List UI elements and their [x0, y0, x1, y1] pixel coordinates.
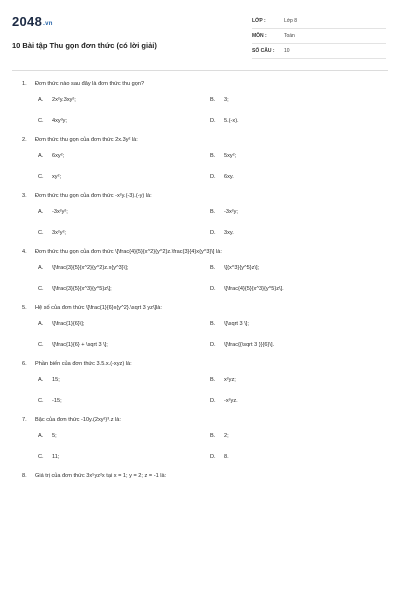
document-meta — [252, 14, 386, 59]
site-logo[interactable] — [12, 14, 53, 29]
question-item — [22, 192, 382, 237]
option-text: 5xy²; — [224, 153, 237, 159]
question-text: Phần biến của đơn thức 3.5.x.(-xyz) là: — [35, 361, 132, 367]
answer-options — [38, 208, 382, 237]
answer-option[interactable] — [210, 117, 382, 125]
question-number: 2. — [22, 137, 27, 143]
option-letter: A. — [38, 265, 44, 271]
option-letter: D. — [210, 230, 216, 236]
option-text: \[\frac{3}{5}{x^2}{y^2}z.x{y^3}\]; — [52, 265, 129, 271]
meta-key: SỐ CÂU : — [252, 48, 275, 54]
logo-suffix-text: .vn — [43, 21, 53, 27]
question-text: Đơn thức thu gọn của đơn thức 2x.3y² là: — [35, 137, 138, 143]
answer-options — [38, 152, 382, 181]
option-text: \[\sqrt 3 \]; — [224, 321, 249, 327]
option-text: -3x²y²; — [52, 209, 68, 215]
question-number: 8. — [22, 473, 27, 479]
answer-options — [38, 96, 382, 125]
question-text: Đơn thức nào sau đây là đơn thức thu gọn? — [35, 81, 145, 87]
option-text: 5; — [52, 433, 57, 439]
question-item — [22, 248, 382, 293]
document-title: 10 Bài tập Thu gọn đơn thức (có lời giải) — [12, 41, 157, 50]
option-letter: D. — [210, 398, 216, 404]
answer-options — [38, 376, 382, 405]
question-list — [22, 80, 382, 491]
answer-option[interactable] — [38, 264, 210, 272]
option-text: 5.(-x). — [224, 118, 239, 124]
question-number: 4. — [22, 249, 27, 255]
document-header — [12, 8, 388, 64]
option-letter: C. — [38, 286, 44, 292]
answer-option[interactable] — [210, 376, 382, 384]
question-item — [22, 136, 382, 181]
question-text: Đơn thức thu gọn của đơn thức \[\frac{4}{5}{x^2}{y^2}z.\frac{3}{4}x{y^3}\] là: — [35, 249, 222, 255]
answer-option[interactable] — [210, 173, 382, 181]
answer-option[interactable] — [210, 320, 382, 328]
option-text: -3x²y; — [224, 209, 238, 215]
answer-option[interactable] — [210, 208, 382, 216]
option-letter: A. — [38, 377, 44, 383]
meta-row-class — [252, 14, 386, 29]
option-letter: B. — [210, 153, 216, 159]
option-letter: C. — [38, 118, 44, 124]
answer-option[interactable] — [210, 264, 382, 272]
option-text: 11; — [52, 454, 60, 460]
option-letter: B. — [210, 209, 216, 215]
option-letter: D. — [210, 454, 216, 460]
option-text: 3x²y²; — [52, 230, 66, 236]
option-text: \[\frac{{\sqrt 3 }}{6}\]. — [224, 342, 275, 348]
option-text: \[\frac{3}{5}{x^3}{y^5}z\]; — [52, 286, 112, 292]
meta-value: Lớp 8 — [284, 18, 298, 24]
option-letter: A. — [38, 209, 44, 215]
option-letter: B. — [210, 377, 216, 383]
meta-value: 10 — [284, 48, 290, 54]
question-item — [22, 304, 382, 349]
answer-option[interactable] — [38, 96, 210, 104]
option-letter: D. — [210, 286, 216, 292]
answer-option[interactable] — [210, 96, 382, 104]
option-text: -15; — [52, 398, 62, 404]
option-letter: D. — [210, 342, 216, 348]
meta-key: LỚP : — [252, 18, 266, 24]
option-letter: D. — [210, 174, 216, 180]
option-text: 2; — [224, 433, 229, 439]
option-text: 2x²y.3xy²; — [52, 97, 76, 103]
option-letter: C. — [38, 342, 44, 348]
option-letter: C. — [38, 230, 44, 236]
answer-options — [38, 432, 382, 461]
answer-options — [38, 320, 382, 349]
option-letter: B. — [210, 265, 216, 271]
question-number: 5. — [22, 305, 27, 311]
answer-option[interactable] — [38, 320, 210, 328]
option-text: 6xy²; — [52, 153, 65, 159]
option-text: -x²yz. — [224, 398, 238, 404]
answer-option[interactable] — [38, 376, 210, 384]
question-text: Bậc của đơn thức -10y.(2xy²)³.z là: — [35, 417, 121, 423]
question-item — [22, 416, 382, 461]
meta-row-subject — [252, 29, 386, 44]
question-text: Giá trị của đơn thức 3x⁵yz²x tại x = 1; y = 2; z = -1 là: — [35, 473, 167, 479]
answer-option[interactable] — [210, 341, 382, 349]
answer-option[interactable] — [38, 173, 210, 181]
meta-key: MÔN : — [252, 33, 267, 39]
meta-value: Toán — [284, 33, 295, 39]
option-letter: C. — [38, 398, 44, 404]
question-number: 7. — [22, 417, 27, 423]
header-divider — [12, 70, 388, 71]
answer-option[interactable] — [38, 229, 210, 237]
option-letter: B. — [210, 97, 216, 103]
option-text: \[\frac{1}{6} + \sqrt 3 \]; — [52, 342, 108, 348]
option-letter: B. — [210, 321, 216, 327]
question-number: 3. — [22, 193, 27, 199]
answer-option[interactable] — [210, 453, 382, 461]
answer-option[interactable] — [38, 285, 210, 293]
option-letter: C. — [38, 454, 44, 460]
option-text: 4xy³y; — [52, 118, 67, 124]
option-letter: B. — [210, 433, 216, 439]
option-text: x²yz; — [224, 377, 236, 383]
option-text: 15; — [52, 377, 60, 383]
option-text: 6xy. — [224, 174, 234, 180]
option-letter: C. — [38, 174, 44, 180]
option-text: 3; — [224, 97, 229, 103]
option-text: 3xy. — [224, 230, 234, 236]
question-text: Đơn thức thu gọn của đơn thức -x²y.(-3).(-y) là: — [35, 193, 152, 199]
question-text: Hệ số của đơn thức \[\frac{1}{6}x{y^2}.\sqrt 3 yz\]là: — [35, 305, 162, 311]
answer-option[interactable] — [38, 397, 210, 405]
question-item — [22, 472, 382, 480]
answer-option[interactable] — [38, 117, 210, 125]
answer-options — [38, 264, 382, 293]
option-text: xy²; — [52, 174, 62, 180]
option-letter: D. — [210, 118, 216, 124]
logo-main-text: 2048 — [12, 14, 43, 29]
answer-option[interactable] — [210, 397, 382, 405]
question-item — [22, 360, 382, 405]
option-text: \[\frac{1}{6}\]; — [52, 321, 85, 327]
answer-option[interactable] — [210, 432, 382, 440]
option-letter: A. — [38, 153, 44, 159]
question-number: 1. — [22, 81, 27, 87]
answer-option[interactable] — [210, 229, 382, 237]
option-text: \[{x^3}{y^5}z\]; — [224, 265, 260, 271]
answer-option[interactable] — [38, 432, 210, 440]
answer-option[interactable] — [38, 453, 210, 461]
meta-row-count — [252, 44, 386, 59]
option-letter: A. — [38, 433, 44, 439]
question-item — [22, 80, 382, 125]
answer-option[interactable] — [210, 152, 382, 160]
answer-option[interactable] — [210, 285, 382, 293]
answer-option[interactable] — [38, 208, 210, 216]
option-text: \[\frac{4}{5}{x^3}{y^5}z\]. — [224, 286, 284, 292]
option-letter: A. — [38, 97, 44, 103]
option-letter: A. — [38, 321, 44, 327]
option-text: 8. — [224, 454, 229, 460]
answer-option[interactable] — [38, 152, 210, 160]
question-number: 6. — [22, 361, 27, 367]
answer-option[interactable] — [38, 341, 210, 349]
